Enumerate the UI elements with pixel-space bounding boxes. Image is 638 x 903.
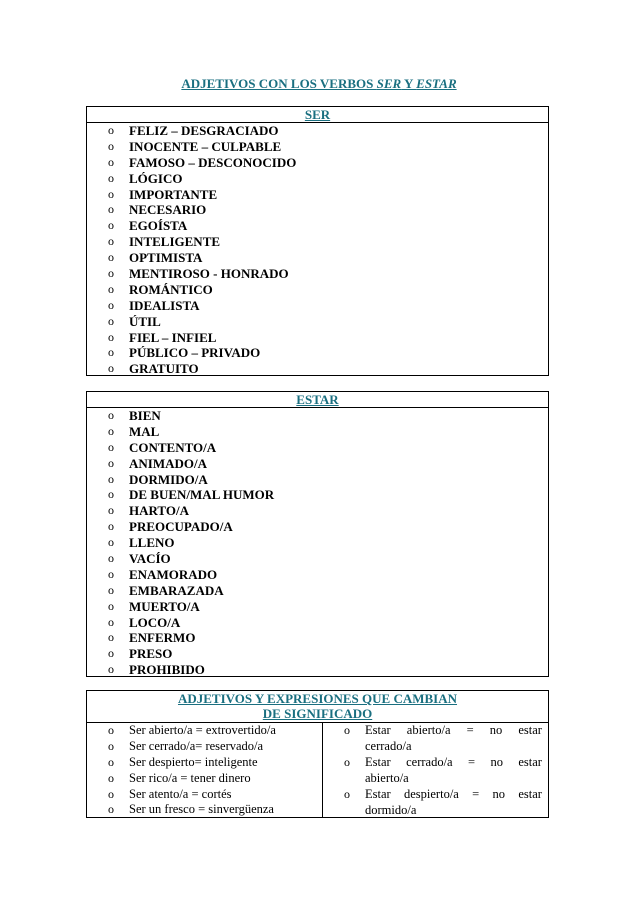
estar-list-item xyxy=(87,599,548,615)
ser-list-item-text: FIEL – INFIEL xyxy=(129,329,217,345)
ser-list-item-text: FELIZ – DESGRACIADO xyxy=(129,123,279,138)
ser-list-item xyxy=(87,266,548,282)
ser-list-item-text: IDEALISTA xyxy=(129,297,200,313)
bullet-icon: o xyxy=(108,551,114,566)
bullet-icon: o xyxy=(108,455,114,470)
ser-list-item xyxy=(87,314,548,330)
ser-meaning-item xyxy=(87,802,322,818)
bullet-icon: o xyxy=(108,614,114,629)
bullet-icon: o xyxy=(108,439,114,454)
ser-list-item-text: INOCENTE – CULPABLE xyxy=(129,138,282,154)
ser-list-item-text: LÓGICO xyxy=(129,170,183,186)
bullet-icon: o xyxy=(108,519,114,534)
estar-meaning-word: Estar xyxy=(365,754,391,769)
bullet-icon: o xyxy=(108,738,114,753)
estar-meaning-word: despierto/a xyxy=(404,786,459,801)
ser-list-item xyxy=(87,282,548,298)
ser-list-item xyxy=(87,330,548,346)
estar-meaning-word: Estar xyxy=(365,786,391,801)
estar-heading: ESTAR xyxy=(87,392,548,408)
bullet-icon: o xyxy=(108,329,114,344)
ser-list-item xyxy=(87,171,548,187)
bullet-icon: o xyxy=(108,535,114,550)
estar-meanings-list xyxy=(323,723,548,818)
estar-meaning-word: estar xyxy=(518,723,542,737)
bullet-icon: o xyxy=(108,598,114,613)
estar-list-item xyxy=(87,408,548,424)
bullet-icon: o xyxy=(108,281,114,296)
estar-list-item-text: LLENO xyxy=(129,535,175,551)
estar-list-item-text: HARTO/A xyxy=(129,503,189,519)
bullet-icon: o xyxy=(108,154,114,169)
bullet-icon: o xyxy=(108,361,114,376)
estar-list-item xyxy=(87,487,548,503)
bullet-icon: o xyxy=(108,313,114,328)
bullet-icon: o xyxy=(108,423,114,438)
ser-meaning-item-text: Ser abierto/a = extrovertido/a xyxy=(129,723,276,737)
estar-list-item xyxy=(87,472,548,488)
bullet-icon: o xyxy=(108,646,114,661)
ser-meanings-column xyxy=(87,723,323,818)
bullet-icon: o xyxy=(108,250,114,265)
estar-list-item-text: DORMIDO/A xyxy=(129,471,208,487)
ser-list-item xyxy=(87,298,548,314)
estar-meaning-word: abierto/a xyxy=(406,723,451,737)
estar-list-item xyxy=(87,440,548,456)
ser-list-item-text: OPTIMISTA xyxy=(129,250,203,266)
ser-list-item-text: FAMOSO – DESCONOCIDO xyxy=(129,154,297,170)
estar-list-item xyxy=(87,567,548,583)
ser-section xyxy=(86,106,549,376)
estar-list-item-text: ENAMORADO xyxy=(129,566,218,582)
estar-meaning-word: cerrado/a xyxy=(406,754,453,769)
estar-meaning-word: = xyxy=(472,786,480,801)
bullet-icon: o xyxy=(108,582,114,597)
ser-list-item-text: INTELIGENTE xyxy=(129,234,221,250)
estar-list-item-text: EMBARAZADA xyxy=(129,582,224,598)
estar-meanings-column xyxy=(323,723,548,818)
estar-list-item-text: VACÍO xyxy=(129,551,171,567)
ser-list-item-text: IMPORTANTE xyxy=(129,186,218,202)
ser-meaning-item-text: Ser atento/a = cortés xyxy=(129,786,232,801)
bullet-icon: o xyxy=(108,566,114,581)
ser-list-item xyxy=(87,218,548,234)
estar-list-item xyxy=(87,519,548,535)
estar-meaning-word: no xyxy=(492,786,506,801)
estar-meaning-word: Estar xyxy=(365,723,391,737)
estar-list-item xyxy=(87,615,548,631)
ser-meanings-list xyxy=(87,723,322,818)
estar-list-item xyxy=(87,646,548,662)
change-meaning-heading-line1: ADJETIVOS Y EXPRESIONES QUE CAMBIAN xyxy=(177,691,458,706)
bullet-icon: o xyxy=(108,234,114,249)
estar-list-item-text: PRESO xyxy=(129,646,173,662)
estar-list-item-text: CONTENTO/A xyxy=(129,439,217,455)
estar-list-item-text: MUERTO/A xyxy=(129,598,200,614)
estar-list-item xyxy=(87,662,548,678)
bullet-icon: o xyxy=(108,297,114,312)
estar-list-item xyxy=(87,456,548,472)
ser-list-item xyxy=(87,234,548,250)
bullet-icon: o xyxy=(108,266,114,281)
ser-list-item-text: NECESARIO xyxy=(129,202,207,218)
bullet-icon: o xyxy=(344,723,350,737)
estar-list-item xyxy=(87,535,548,551)
ser-meaning-item xyxy=(87,787,322,803)
estar-list-item xyxy=(87,583,548,599)
estar-list-item-text: LOCO/A xyxy=(129,614,181,630)
change-meaning-heading-line2: DE SIGNIFICADO xyxy=(262,706,373,721)
estar-meaning-word: = xyxy=(466,723,474,737)
title-estar: ESTAR xyxy=(416,76,457,91)
ser-meaning-item xyxy=(87,739,322,755)
estar-meaning-line1 xyxy=(365,787,542,803)
estar-list-item xyxy=(87,630,548,646)
bullet-icon: o xyxy=(344,754,350,769)
estar-meaning-item xyxy=(323,723,548,755)
ser-meaning-item-text: Ser un fresco = sinvergüenza xyxy=(129,802,274,817)
estar-list-item-text: PREOCUPADO/A xyxy=(129,519,233,535)
bullet-icon: o xyxy=(108,487,114,502)
ser-list-item xyxy=(87,123,548,139)
estar-list-item-text: BIEN xyxy=(129,408,161,423)
ser-list-item-text: GRATUITO xyxy=(129,361,199,377)
ser-meaning-item-text: Ser cerrado/a= reservado/a xyxy=(129,738,264,753)
estar-meaning-word: no xyxy=(489,723,503,737)
ser-list xyxy=(87,123,548,377)
estar-meaning-word: no xyxy=(490,754,503,769)
ser-list-item-text: MENTIROSO - HONRADO xyxy=(129,266,289,282)
bullet-icon: o xyxy=(108,770,114,785)
bullet-icon: o xyxy=(108,138,114,153)
estar-list-item xyxy=(87,424,548,440)
estar-list-item-text: ANIMADO/A xyxy=(129,455,207,471)
ser-list-item xyxy=(87,202,548,218)
estar-meaning-line2: abierto/a xyxy=(365,770,409,785)
bullet-icon: o xyxy=(108,630,114,645)
bullet-icon: o xyxy=(108,786,114,801)
estar-meaning-line2: cerrado/a xyxy=(365,738,412,753)
estar-meaning-word: estar xyxy=(518,786,542,801)
ser-list-item xyxy=(87,139,548,155)
title-middle: Y xyxy=(401,76,417,91)
ser-meaning-item-text: Ser despierto= inteligente xyxy=(129,754,258,769)
ser-meaning-item xyxy=(87,723,322,739)
page-title xyxy=(0,76,638,92)
ser-heading: SER xyxy=(87,107,548,123)
bullet-icon: o xyxy=(108,123,114,137)
ser-list-item xyxy=(87,345,548,361)
bullet-icon: o xyxy=(108,723,114,737)
ser-list-item xyxy=(87,361,548,377)
bullet-icon: o xyxy=(108,662,114,677)
change-meaning-columns xyxy=(87,723,548,818)
change-meaning-heading xyxy=(87,691,548,723)
estar-list-item-text: MAL xyxy=(129,423,160,439)
estar-list-item-text: ENFERMO xyxy=(129,630,196,646)
title-prefix: ADJETIVOS CON LOS VERBOS xyxy=(181,76,377,91)
ser-list-item xyxy=(87,155,548,171)
ser-list-item-text: ÚTIL xyxy=(129,313,161,329)
bullet-icon: o xyxy=(108,186,114,201)
ser-list-item-text: ROMÁNTICO xyxy=(129,281,213,297)
bullet-icon: o xyxy=(108,754,114,769)
ser-list-item-text: PÚBLICO – PRIVADO xyxy=(129,345,261,361)
estar-meaning-line1 xyxy=(365,723,542,739)
bullet-icon: o xyxy=(108,218,114,233)
ser-meaning-item xyxy=(87,771,322,787)
estar-meaning-item xyxy=(323,755,548,787)
estar-meaning-word: = xyxy=(468,754,476,769)
estar-list-item-text: DE BUEN/MAL HUMOR xyxy=(129,487,275,503)
title-ser: SER xyxy=(376,76,402,91)
bullet-icon: o xyxy=(108,202,114,217)
estar-meaning-line1 xyxy=(365,755,542,771)
ser-meaning-item-text: Ser rico/a = tener dinero xyxy=(129,770,251,785)
bullet-icon: o xyxy=(108,408,114,422)
estar-list-item xyxy=(87,503,548,519)
bullet-icon: o xyxy=(108,345,114,360)
ser-list-item-text: EGOÍSTA xyxy=(129,218,188,234)
bullet-icon: o xyxy=(344,786,350,801)
change-meaning-section xyxy=(86,690,549,818)
estar-list-item-text: PROHIBIDO xyxy=(129,662,205,678)
ser-list-item xyxy=(87,250,548,266)
ser-list-item xyxy=(87,187,548,203)
estar-meaning-word: estar xyxy=(518,754,542,769)
bullet-icon: o xyxy=(108,471,114,486)
bullet-icon: o xyxy=(108,170,114,185)
estar-list-item xyxy=(87,551,548,567)
bullet-icon: o xyxy=(108,802,114,817)
estar-meaning-item xyxy=(323,787,548,819)
bullet-icon: o xyxy=(108,503,114,518)
estar-list xyxy=(87,408,548,678)
ser-meaning-item xyxy=(87,755,322,771)
estar-meaning-line2: dormido/a xyxy=(365,802,417,817)
estar-section xyxy=(86,391,549,677)
